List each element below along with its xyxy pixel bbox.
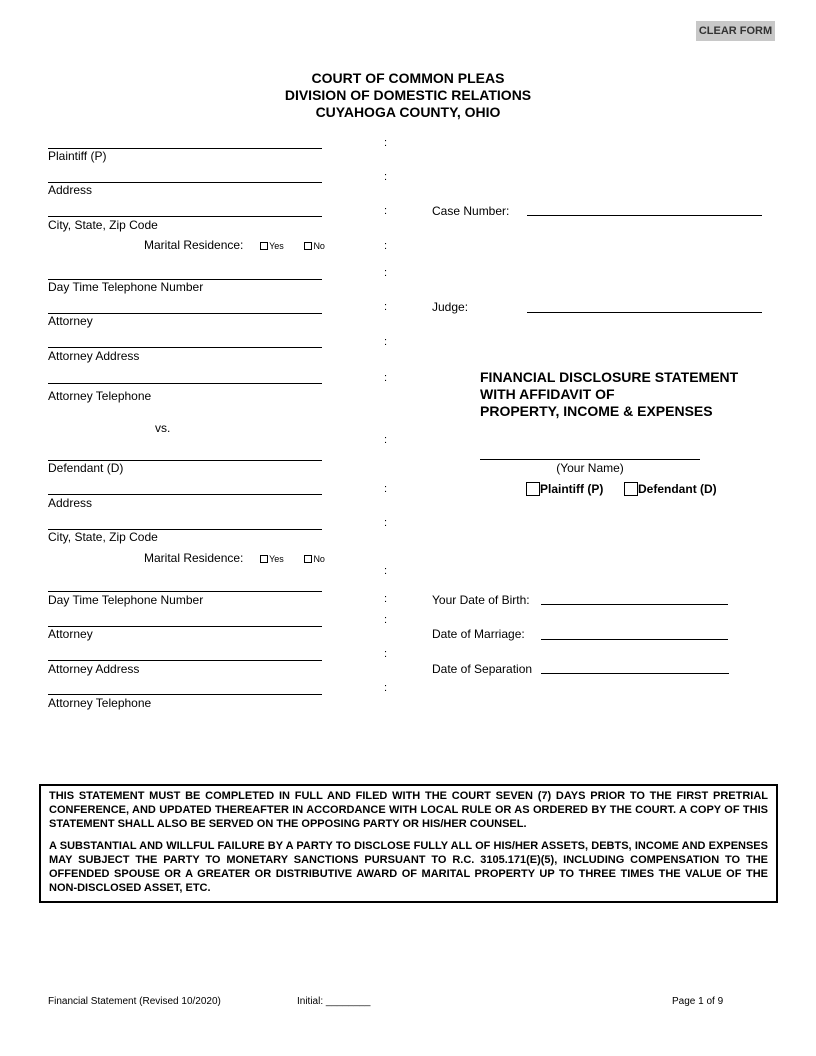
colon-separator: : — [384, 593, 388, 605]
judge-field[interactable] — [527, 312, 762, 313]
footer-page-number: Page 1 of 9 — [672, 996, 724, 1007]
colon-separator: : — [384, 565, 388, 577]
your-name-label: (Your Name) — [556, 461, 624, 475]
plaintiff-attorney-label: Attorney — [48, 314, 93, 328]
plaintiff-city-label: City, State, Zip Code — [48, 218, 158, 232]
judge-label: Judge: — [432, 300, 469, 314]
plaintiff-phone-label: Day Time Telephone Number — [48, 280, 204, 294]
defendant-name-label: Defendant (D) — [48, 461, 124, 475]
defendant-marital-label: Marital Residence: — [144, 551, 244, 565]
colon-separator: : — [384, 648, 388, 660]
defendant-marital-no-checkbox[interactable] — [304, 555, 312, 563]
party-selector — [526, 481, 717, 496]
plaintiff-marital-yes-checkbox[interactable] — [260, 242, 268, 250]
case-number-field[interactable] — [527, 215, 762, 216]
colon-separator: : — [384, 301, 388, 313]
footer-form-name: Financial Statement (Revised 10/2020) — [48, 996, 221, 1007]
colon-separator: : — [384, 614, 388, 626]
form-title-line1: FINANCIAL DISCLOSURE STATEMENT — [480, 369, 739, 385]
form-title-line3: PROPERTY, INCOME & EXPENSES — [480, 403, 713, 419]
colon-separator: : — [384, 682, 388, 694]
court-title-line3: CUYAHOGA COUNTY, OHIO — [315, 104, 501, 120]
plaintiff-option-label: Plaintiff (P) — [540, 481, 604, 496]
colon-separator: : — [384, 267, 388, 279]
plaintiff-attorney-address-field[interactable] — [48, 347, 322, 348]
date-of-marriage-field[interactable] — [541, 639, 728, 640]
defendant-marital-yes-checkbox[interactable] — [260, 555, 268, 563]
defendant-phone-label: Day Time Telephone Number — [48, 593, 204, 607]
plaintiff-attorney-phone-label: Attorney Telephone — [48, 389, 152, 403]
defendant-attorney-address-field[interactable] — [48, 660, 322, 661]
notice-paragraph-2: A SUBSTANTIAL AND WILLFUL FAILURE BY A PARTY TO DISCLOSE FULLY ALL OF HIS/HER ASSETS, DEBTS, INCOME AND EXPENSES MAY SUBJECT THE PARTY TO MONETARY SANCTIONS PURSUANT TO R.C. 3105.171(E)(5), INCLUDING COMPENSATION TO THE OFFENDED SPOUSE OR A GREATER OR DISTRIBUTIVE AWARD OF MARITAL PROPERTY UP TO THREE TIMES THE VALUE OF THE NON-DISCLOSED ASSET, ETC. — [49, 840, 768, 894]
plaintiff-marital-residence — [144, 238, 325, 252]
clear-form-button[interactable]: CLEAR FORM — [696, 21, 775, 41]
notice-box — [39, 784, 778, 903]
plaintiff-city-field[interactable] — [48, 216, 322, 217]
defendant-attorney-label: Attorney — [48, 627, 93, 641]
defendant-option-label: Defendant (D) — [638, 481, 717, 496]
defendant-attorney-phone-field[interactable] — [48, 694, 322, 695]
defendant-attorney-phone-label: Attorney Telephone — [48, 696, 152, 710]
notice-paragraph-1: THIS STATEMENT MUST BE COMPLETED IN FULL AND FILED WITH THE COURT SEVEN (7) DAYS PRIOR TO THE FIRST PRETRIAL CONFERENCE, AND UPDATED THEREAFTER IN ACCORDANCE WITH LOCAL RULE OR AS ORDERED BY THE COURT. A COPY OF THIS STATEMENT SHALL ALSO BE SERVED ON THE OPPOSING PARTY OR HIS/HER COUNSEL. — [49, 790, 768, 830]
plaintiff-option-checkbox[interactable] — [526, 482, 540, 496]
plaintiff-name-label: Plaintiff (P) — [48, 149, 107, 163]
defendant-marital-residence — [144, 551, 325, 565]
defendant-phone-field[interactable] — [48, 591, 322, 592]
colon-separator: : — [384, 372, 388, 384]
court-title-line1: COURT OF COMMON PLEAS — [311, 70, 505, 86]
defendant-address-label: Address — [48, 496, 93, 510]
case-number-label: Case Number: — [432, 204, 510, 218]
defendant-marital-yes-label: Yes — [269, 553, 284, 564]
colon-separator: : — [384, 434, 388, 446]
date-of-birth-field[interactable] — [541, 604, 728, 605]
footer-initial[interactable]: Initial: ________ — [297, 996, 371, 1007]
plaintiff-marital-yes-label: Yes — [269, 240, 284, 251]
form-title-line2: WITH AFFIDAVIT OF — [480, 386, 615, 402]
plaintiff-marital-no-checkbox[interactable] — [304, 242, 312, 250]
your-name-field[interactable] — [480, 459, 700, 460]
plaintiff-marital-no-label: No — [313, 240, 325, 251]
versus-label: vs. — [155, 421, 171, 435]
colon-separator: : — [384, 240, 388, 252]
date-of-separation-field[interactable] — [541, 673, 729, 674]
defendant-city-label: City, State, Zip Code — [48, 530, 158, 544]
plaintiff-address-label: Address — [48, 183, 93, 197]
colon-separator: : — [384, 205, 388, 217]
colon-separator: : — [384, 336, 388, 348]
defendant-marital-no-label: No — [313, 553, 325, 564]
date-of-birth-label: Your Date of Birth: — [432, 593, 530, 607]
date-of-separation-label: Date of Separation — [432, 662, 533, 676]
defendant-address-field[interactable] — [48, 494, 322, 495]
plaintiff-attorney-phone-field[interactable] — [48, 383, 322, 384]
date-of-marriage-label: Date of Marriage: — [432, 627, 525, 641]
colon-separator: : — [384, 483, 388, 495]
defendant-option-checkbox[interactable] — [624, 482, 638, 496]
colon-separator: : — [384, 517, 388, 529]
court-title-line2: DIVISION OF DOMESTIC RELATIONS — [284, 87, 532, 103]
colon-separator: : — [384, 171, 388, 183]
defendant-attorney-address-label: Attorney Address — [48, 662, 140, 676]
plaintiff-marital-label: Marital Residence: — [144, 238, 244, 252]
plaintiff-attorney-address-label: Attorney Address — [48, 349, 140, 363]
colon-separator: : — [384, 137, 388, 149]
